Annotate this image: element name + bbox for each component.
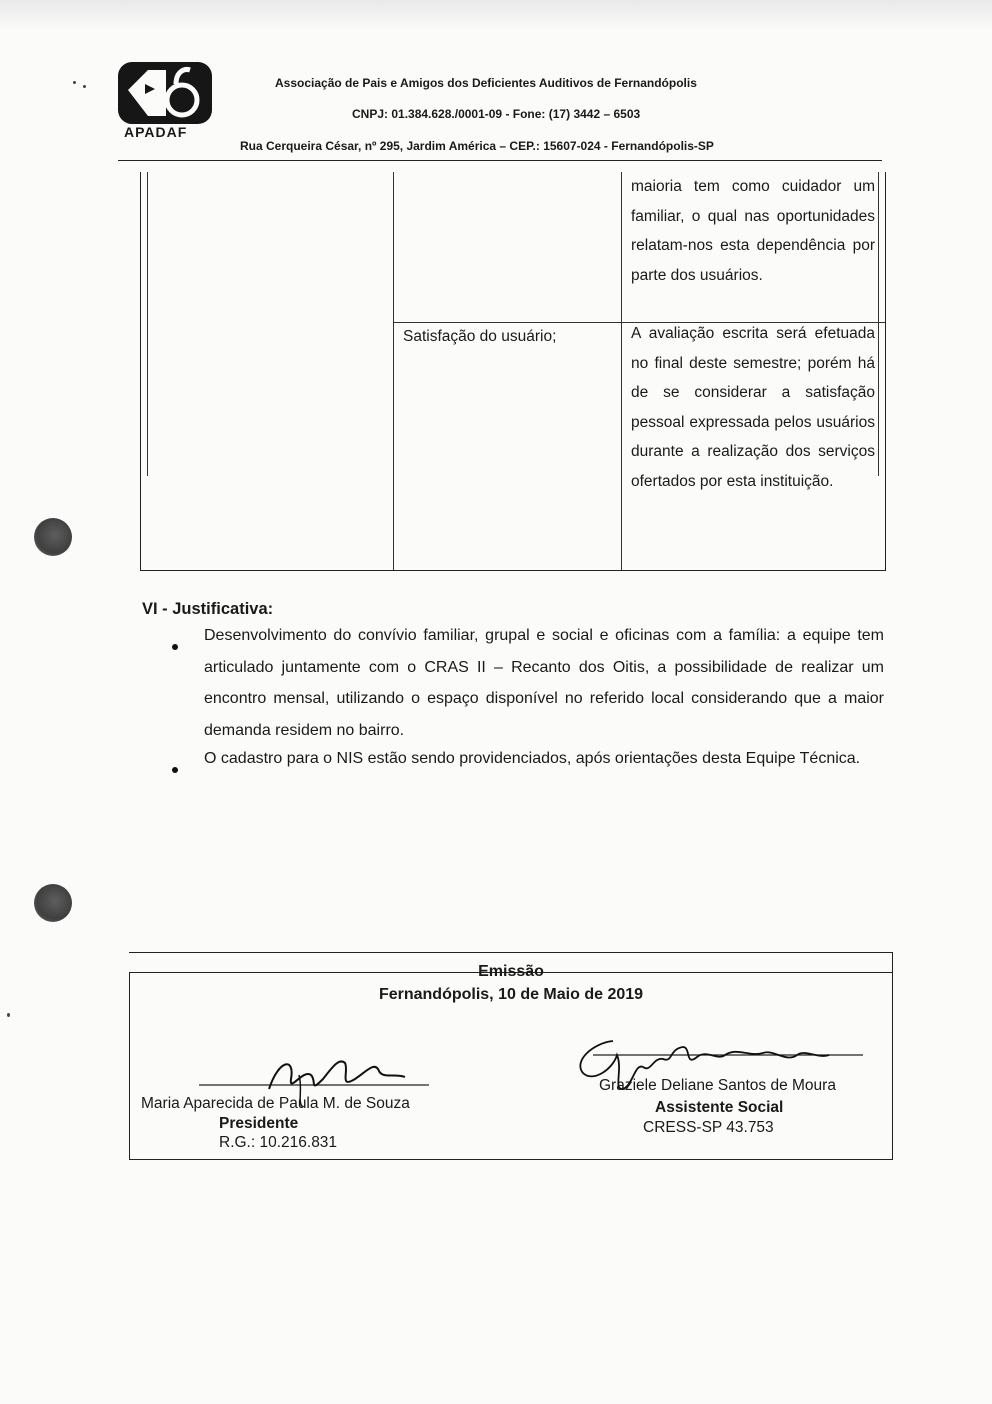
scan-speck: [7, 1013, 10, 1017]
org-name: Associação de Pais e Amigos dos Deficientes Auditivos de Fernandópolis: [275, 76, 697, 90]
president-rg: R.G.: 10.216.831: [219, 1134, 338, 1151]
emissao-place-date: Fernandópolis, 10 de Maio de 2019: [378, 986, 644, 1003]
ear-icon: [118, 62, 212, 124]
apadaf-logo: [114, 62, 214, 147]
table-inner-border: [147, 172, 148, 476]
cell-caregiver-text: maioria tem como cuidador um familiar, o qual nas oportunidades relatam-nos esta dependência por parte dos usuários.: [631, 178, 875, 284]
scan-speck: [73, 81, 76, 84]
punch-hole-upper: [34, 518, 72, 556]
scan-speck: [83, 85, 86, 88]
section-title-justificativa: VI - Justificativa:: [142, 600, 274, 618]
social-worker-role: Assistente Social: [655, 1099, 784, 1116]
cnpj-phone: CNPJ: 01.384.628./0001-09 - Fone: (17) 3442 – 6503: [352, 107, 641, 121]
org-address: Rua Cerqueira César, nº 295, Jardim América – CEP.: 15607-024 - Fernandópolis-SP: [240, 139, 714, 153]
table-inner-border: [878, 172, 879, 476]
table-column-divider: [621, 172, 622, 570]
bullet: [172, 644, 178, 650]
logo-emblem: [118, 62, 212, 124]
cell-satisfaction-label: Satisfação do usuário;: [403, 328, 557, 345]
table-column-divider: [393, 172, 394, 570]
cell-satisfaction-text: A avaliação escrita será efetuada no final deste semestre; porém há de se considerar a satisfação pessoal expressada pelos usuários durante a realização dos serviços ofertados por esta instituição.: [631, 325, 875, 490]
header-divider: [118, 160, 882, 161]
emissao-label: Emissão: [478, 963, 544, 980]
bullet: [172, 767, 178, 773]
punch-hole-lower: [34, 884, 72, 922]
evaluation-table: [140, 172, 886, 571]
logo-wordmark: APADAF: [124, 124, 188, 140]
justification-item: Desenvolvimento do convívio familiar, grupal e social e oficinas com a família: a equipe tem articulado juntamente com o CRAS II – Recanto dos Oitis, a possibilidade de realizar um encontro mensal, utilizando o espaço disponível no referido local considerando que a maior demanda residem no bairro.: [204, 627, 884, 739]
president-name: Maria Aparecida de Paula M. de Souza: [141, 1095, 410, 1112]
social-worker-name: Graziele Deliane Santos de Moura: [599, 1077, 836, 1094]
signature-box: [129, 952, 893, 1160]
scan-top-edge: [0, 0, 992, 30]
justification-item: O cadastro para o NIS estão sendo providenciados, após orientações desta Equipe Técnica.: [204, 750, 861, 767]
box-right-border: [892, 953, 893, 1159]
president-role: Presidente: [219, 1115, 299, 1132]
social-worker-cress: CRESS-SP 43.753: [643, 1119, 774, 1136]
